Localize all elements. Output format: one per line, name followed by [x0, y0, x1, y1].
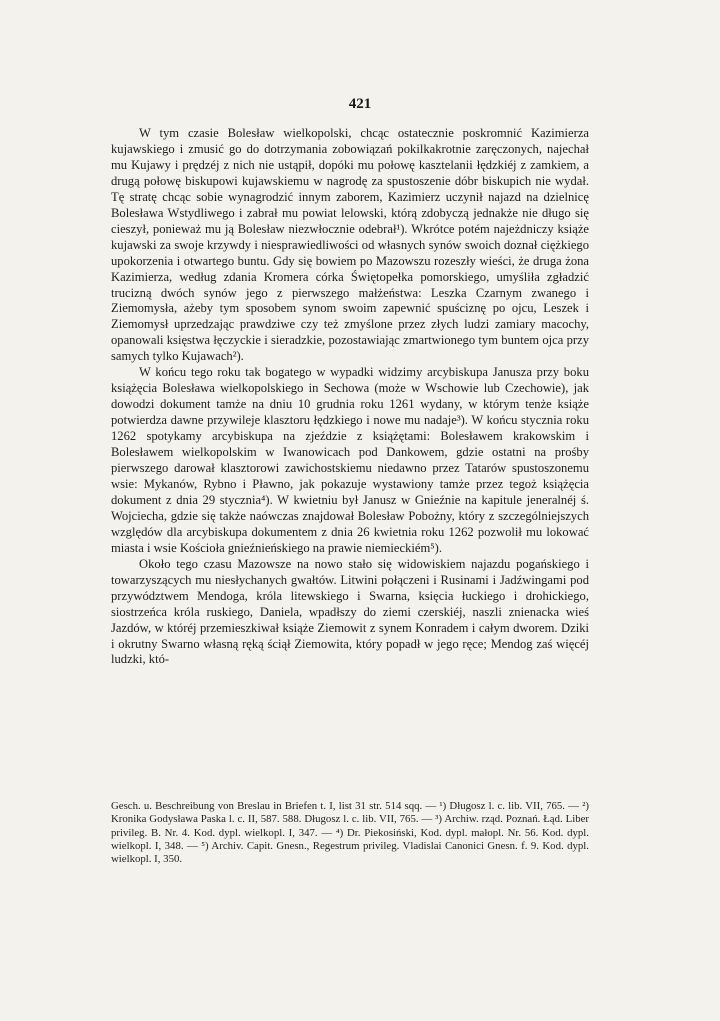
paragraph-1: W tym czasie Bolesław wielkopolski, chcąc ostatecznie poskromnić Kazimierza kujawskiego i zmusić go do dotrzymania zobowiązań pokilkakrotnie zaręczonych, najechał mu Kujawy i prędzéj z nich nie ustąpił, dopóki mu połowę kasztelanii łędzkiéj z zamkiem, a drugą połowę biskupowi kujawskiemu w nagrodę za spustoszenie dóbr biskupich nie wydał. Tę stratę chcąc sobie wynagrodzić innym zaborem, Kazimierz uczynił najazd na dzielnicę Bolesława Wstydliwego i zabrał mu powiat lelowski, którą zdobyczą jednakże nie długo się cieszył, ponieważ mu ją Bolesław niezwłocznie odebrał¹). Wkrótce potém najeżdniczy książe kujawski za swoje krzywdy i niesprawiedliwości od własnych synów swoich doznał ciężkiego upokorzenia i otwartego buntu. Gdy się bowiem po Mazowszu rozeszły wieści, że druga żona Kazimierza, według zdania Kromera córka Świętopełka pomorskiego, umyśliła zgładzić trucizną dwóch synów jego z pierwszego małżeństwa: Leszka Czarnym zwanego i Ziemomysła, ażeby tym sposobem synom swoim zapewnić spuściznę po ojcu, Leszek i Ziemomysł uprzedzając prawdziwe czy też zmyślone przez złych ludzi zamiary macochy, opanowali księstwa łęczyckie i sieradzkie, pozostawiając zmartwionego tym buntem ojca przy samych tylko Kujawach²). — [111, 126, 589, 364]
footnotes — [111, 800, 589, 866]
paragraph-3: Około tego czasu Mazowsze na nowo stało się widowiskiem najazdu pogańskiego i towarzyszących mu niesłychanych gwałtów. Litwini połączeni i Rusinami i Jadźwingami pod przywództwem Mendoga, króla litewskiego i Swarna, księcia łuckiego i drohickiego, siostrzeńca króla ruskiego, Daniela, wpadłszy do ziemi czerskiéj, naszli znienacka wieś Jazdów, w któréj przemieszkiwał książe Ziemowit z synem Konradem i całym dworem. Dzikі i okrutny Swarno własną ręką ściął Ziemowita, który popadł w jego ręce; Mendog zaś więcéj ludzki, któ- — [111, 556, 589, 667]
paragraph-2: W końcu tego roku tak bogatego w wypadki widzimy arcybiskupa Janusza przy boku książęcia Bolesława wielkopolskiego in Sechowa (może w Wschowie lub Czechowie), jak dowodzi dokument tamże na dniu 10 grudnia roku 1261 wydany, w którym tenże książe potwierdza dawne przywileje klasztoru łędzkiego i nowe mu nadaje³). W końcu stycznia roku 1262 spotykamy arcybiskupa na zjeździe z książętami: Bolesławem krakowskim i Bolesławem wielkopolskim w Iwanowicach pod Dankowem, gdzie ostatni na prośby pierwszego darował klasztorowi zawichostskiemu niedawno przez Tatarów spustoszonemu wsie: Mykanów, Rybno i Pławno, jak pokazuje wystawiony tamże przez tegoż książęcia dokument z dnia 29 stycznia⁴). W kwietniu był Janusz w Gnieźnie na kapitule jeneralnéj ś. Wojciecha, gdzie się także naówczas znajdował Bolesław Pobożny, który z szczególniejszych względów dla arcybiskupa dokumentem z dnia 26 kwietnia roku 1262 pozwolił mu lokować miasta i wsie Kościoła gnieźnieńskiego na prawie niemieckiém⁵). — [111, 365, 589, 555]
page-number: 421 — [348, 96, 372, 112]
footnote-text: Gesch. u. Beschreibung von Breslau in Briefen t. I, list 31 str. 514 sqq. — ¹) Długosz l. c. lib. VII, 765. — ²) Kronika Godysława Paska l. c. II, 587. 588. Długosz l. c. lib. VII, 765. — ³) Archiw. rząd. Poznań. Łąd. Liber privileg. B. Nr. 4. Kod. dypl. wielkopl. I, 347. — ⁴) Dr. Piekosiński, Kod. dypl. małopl. Nr. 56. Kod. dypl. wielkopl. I, 348. — ⁵) Archiv. Capit. Gnesn., Regestrum privileg. Vladislai Canonici Gnesn. f. 9. Kod. dypl. wielkopl. I, 350. — [111, 800, 589, 866]
body-text — [111, 126, 589, 668]
